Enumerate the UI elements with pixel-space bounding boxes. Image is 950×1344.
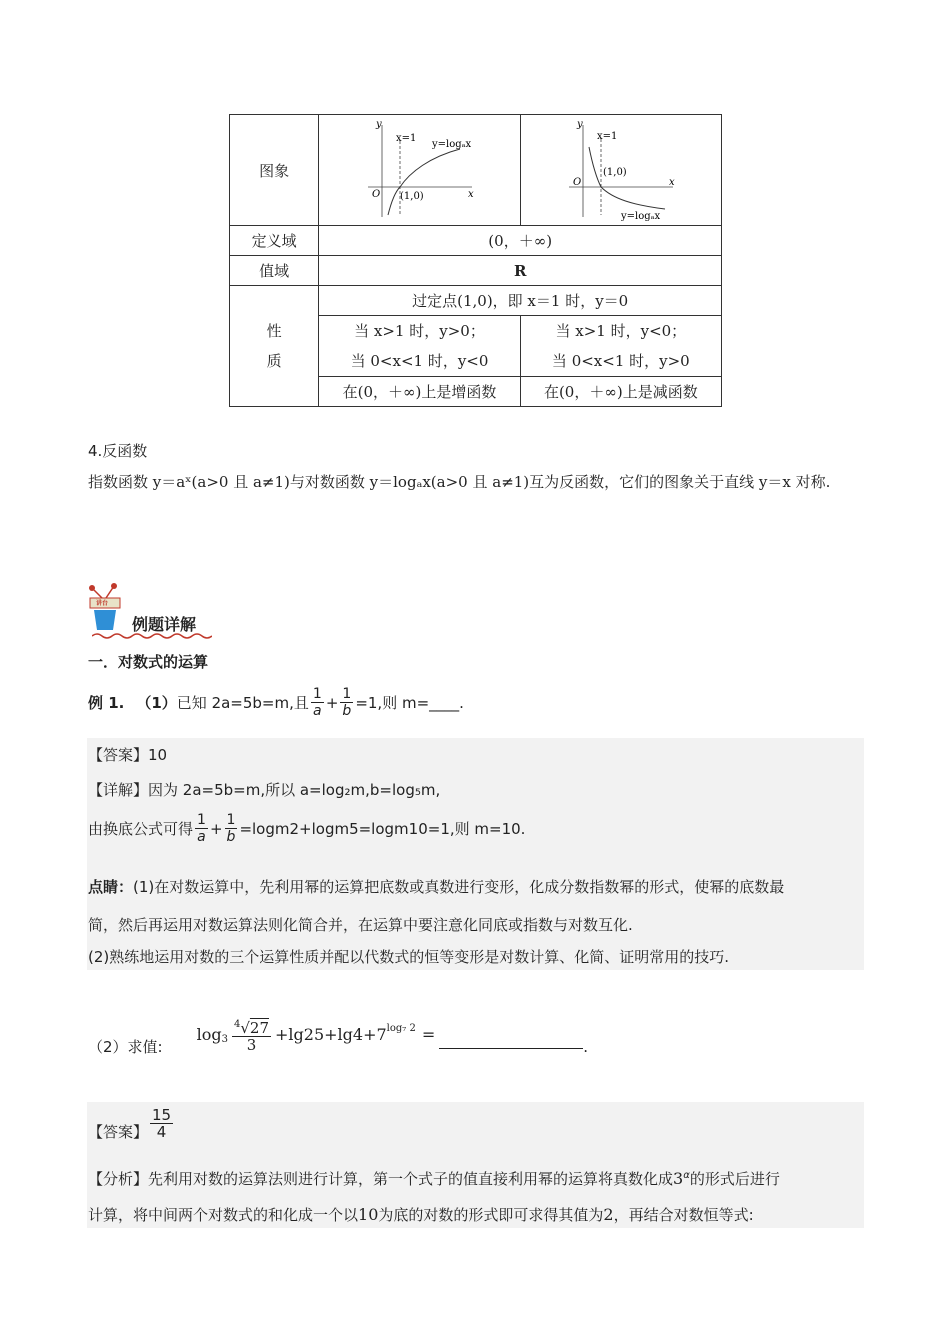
root-radicand: 27 [249, 1018, 270, 1037]
fixed-point-cell [319, 286, 722, 316]
example2-part: （2）求值: [88, 1038, 163, 1056]
graph-decreasing-cell [520, 115, 721, 226]
log-curve-decreasing [589, 147, 665, 209]
example1-line [88, 686, 464, 719]
domain-value-cell [319, 226, 722, 256]
example1-post: =1,则 m=____. [355, 694, 464, 712]
answer2-label: 【答案】 [88, 1123, 149, 1141]
exponent-text: log₇ 2 [386, 1023, 416, 1034]
domain-label: 定义域 [251, 232, 297, 250]
detail1-text: 因为 2a=5b=m,所以 a=log₂m,b=log₅m, [148, 781, 441, 799]
answer1-label: 【答案】 [88, 746, 149, 764]
root-index: 4 [233, 1018, 241, 1030]
increasing-log-graph [360, 117, 480, 223]
left-case-2: 当 0<x<1 时，y<0 [350, 352, 489, 370]
tip1-line2: 简，然后再运用对数运算法则化简合并，在运算中要注意化同底或指数与对数互化. [88, 916, 633, 934]
graph-increasing-cell [319, 115, 520, 226]
detail1-plus: + [209, 819, 223, 838]
example1-part: （1） [136, 694, 177, 712]
range-label-cell [230, 256, 319, 286]
answer2-den: 4 [156, 1123, 167, 1141]
property-label-1: 性 [266, 322, 282, 340]
detail1-line2 [88, 812, 525, 845]
x-axis-label: x [467, 189, 474, 200]
point-label: (1,0) [602, 167, 627, 178]
detail1-line2-post: =logm2+logm5=logm10=1,则 m=10. [239, 820, 526, 838]
expr-rest: +lg25+lg4+7 [275, 1025, 387, 1044]
range-label: 值域 [259, 262, 290, 280]
fraction-denominator: 3 [246, 1035, 257, 1054]
decreasing-mono-cell [520, 377, 721, 407]
analysis2-line1-post: 的形式后进行 [689, 1170, 780, 1188]
domain-value: (0，＋∞) [488, 232, 553, 250]
increasing-cases-cell [319, 316, 520, 377]
domain-label-cell [230, 226, 319, 256]
example2-tail: . [583, 1037, 589, 1056]
analysis2-line2-pre: 计算，将中间两个对数式的和化成一个以 [88, 1206, 359, 1224]
answer2-fraction [150, 1107, 173, 1140]
image-label: 图象 [259, 161, 290, 180]
left-case-1: 当 x>1 时，y>0； [354, 322, 485, 340]
analysis2-line1-pre: 先利用对数的运算法则进行计算，第一个式子的值直接利用幂的运算将真数化成 [148, 1170, 674, 1188]
vline-label: x=1 [596, 131, 618, 142]
y-axis-label: y [375, 119, 382, 130]
image-label-cell [230, 115, 319, 226]
log-text: log [196, 1025, 222, 1044]
increasing-mono-cell [319, 377, 520, 407]
example-banner [88, 582, 218, 638]
detail1-frac-2: $\frac{1}{b}$ [226, 812, 236, 845]
badge-text: 讲台 [96, 600, 109, 607]
power-base: 3 [673, 1169, 684, 1188]
x-axis-label: x [668, 177, 675, 188]
decreasing-log-graph [561, 117, 681, 223]
origin-label: O [371, 189, 380, 200]
section4-heading: 4.反函数 [88, 442, 148, 460]
tip1-text-1: (1)在对数运算中，先利用幂的运算把底数或真数进行变形，化成分数指数幂的形式，使幂的底数最 [133, 878, 785, 896]
left-mono: 在(0，＋∞)上是增函数 [342, 383, 497, 401]
right-case-1: 当 x>1 时，y<0； [555, 322, 687, 340]
ten-value: 10 [358, 1205, 379, 1224]
analysis2-label: 【分析】 [88, 1170, 149, 1188]
y-axis-label: y [576, 119, 583, 130]
analysis2-line2-post: ，再结合对数恒等式: [613, 1206, 754, 1224]
curve-label: y=logₐx [620, 211, 660, 222]
analysis2-line2 [88, 1204, 754, 1225]
detail1-line2-pre: 由换底公式可得 [88, 820, 194, 838]
two-value: 2 [603, 1205, 614, 1224]
example1-plus: + [325, 693, 339, 712]
log-properties-table [229, 114, 722, 407]
property-label-2: 质 [266, 352, 282, 370]
podium-icon [88, 582, 122, 636]
right-mono: 在(0，＋∞)上是减函数 [543, 383, 698, 401]
example2-expression [197, 1017, 436, 1053]
equals-sign: = [421, 1025, 436, 1044]
right-case-2: 当 0<x<1 时，y>0 [551, 352, 690, 370]
tip1-label: 点睛： [88, 878, 134, 896]
decreasing-cases-cell [520, 316, 721, 377]
range-value: R [513, 261, 527, 280]
point-label: (1,0) [399, 191, 424, 202]
detail1-label: 【详解】 [88, 781, 149, 799]
example1-pre: 已知 2a=5b=m,且 [176, 694, 309, 712]
topic1-heading: 一．对数式的运算 [88, 653, 209, 671]
example2-line [88, 1012, 588, 1057]
detail1-frac-1: $\frac{1}{a}$ [197, 812, 206, 845]
analysis2-line2-mid: 为底的对数的形式即可求得其值为 [378, 1206, 604, 1224]
curve-label: y=logₐx [431, 139, 471, 150]
banner-title: 例题详解 [132, 615, 197, 634]
vline-label: x=1 [395, 133, 416, 144]
property-label-cell [230, 286, 319, 407]
log-base: 3 [221, 1034, 228, 1045]
answer2-num: 15 [152, 1106, 172, 1124]
answer1-value: 10 [148, 746, 168, 764]
tip1-line1 [88, 876, 784, 897]
example1-frac-1: $\frac{1}{a}$ [312, 686, 322, 719]
example1-frac-2: $\frac{1}{b}$ [342, 686, 352, 719]
solution1-box [87, 738, 864, 970]
power-exp: α [683, 1170, 690, 1181]
detail1-line [88, 779, 440, 800]
example1-label: 例 1. [88, 694, 125, 712]
wavy-underline-icon [92, 632, 212, 640]
answer1-line [88, 744, 167, 765]
answer-blank [439, 1048, 583, 1049]
fixed-point-text: 过定点(1,0)，即 x＝1 时，y＝0 [412, 292, 629, 310]
range-value-cell [319, 256, 722, 286]
root-fraction: $\frac{^4√27}{3}$ [233, 1018, 270, 1054]
analysis2-line1 [88, 1168, 780, 1189]
origin-label: O [572, 177, 582, 188]
log-curve-increasing [388, 149, 460, 215]
tip1-line3: (2)熟练地运用对数的三个运算性质并配以代数式的恒等变形是对数计算、化简、证明常用的技巧. [88, 948, 730, 966]
section4-text: 指数函数 y＝aˣ(a>0 且 a≠1)与对数函数 y＝logₐx(a>0 且 a≠1)互为反函数，它们的图象关于直线 y＝x 对称. [88, 473, 831, 491]
answer2-line [88, 1105, 175, 1142]
